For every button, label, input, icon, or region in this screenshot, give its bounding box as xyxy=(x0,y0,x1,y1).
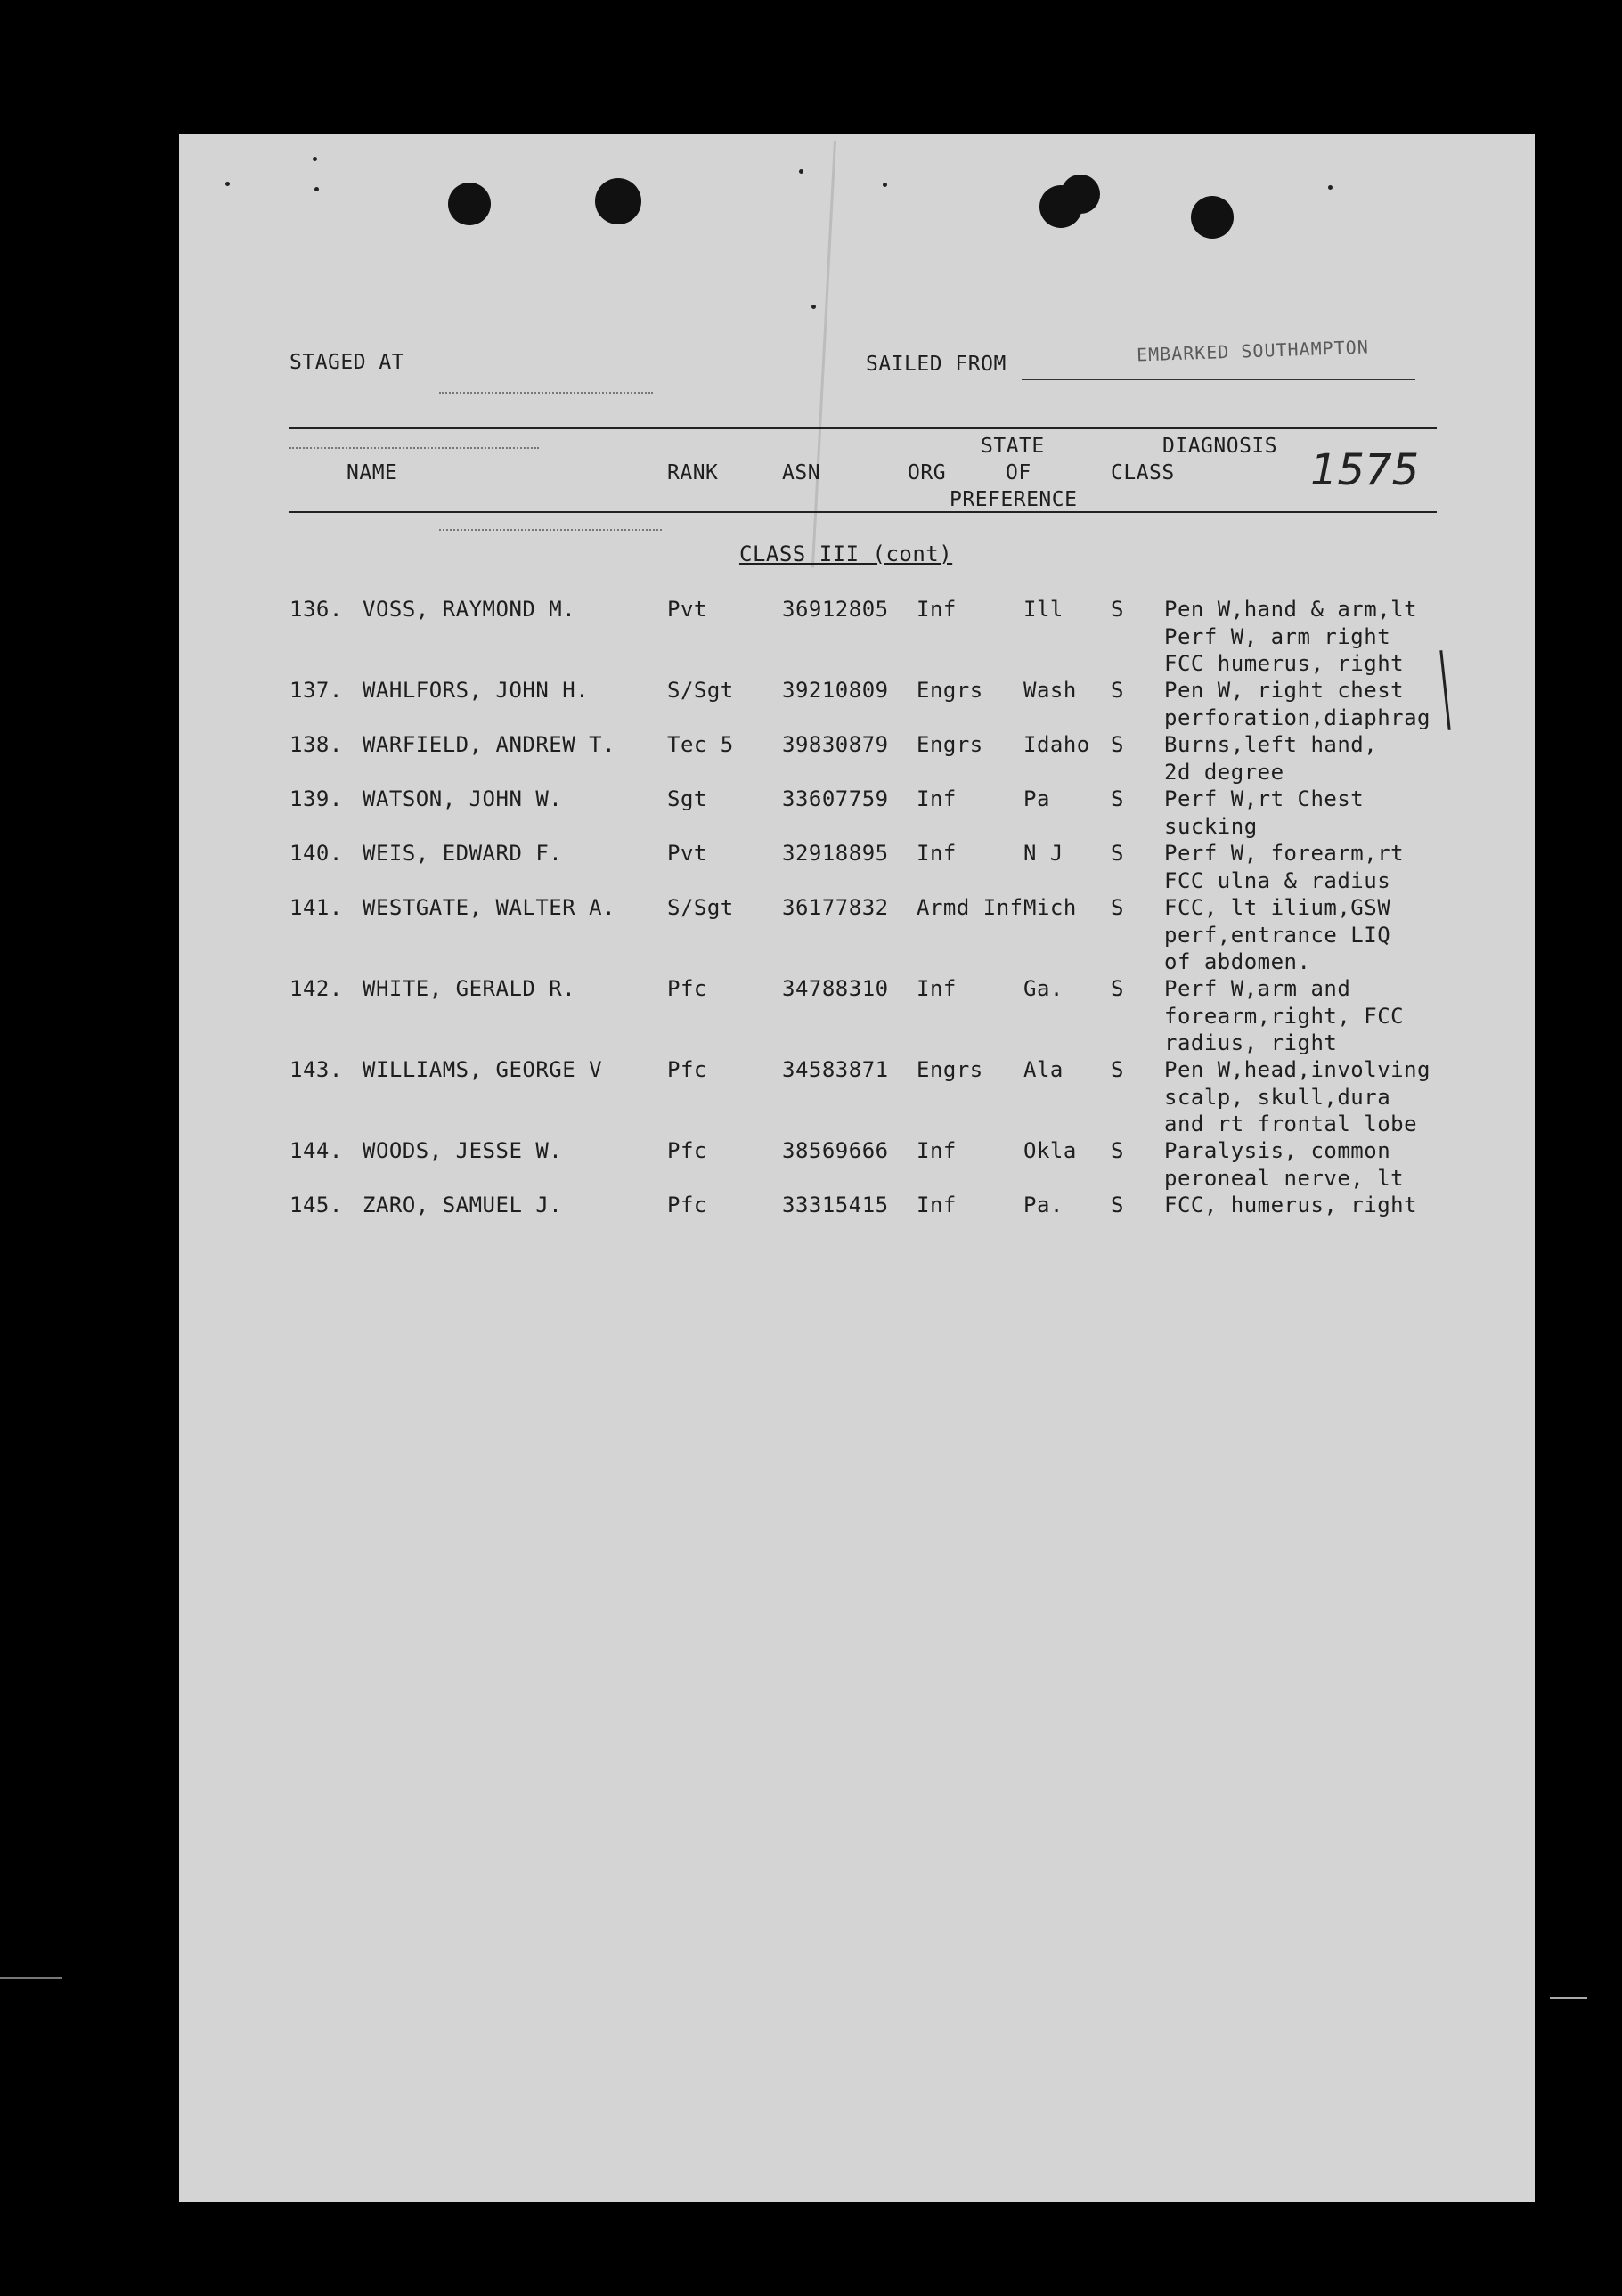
asn-cell: 33607759 xyxy=(782,786,889,811)
col-name: NAME xyxy=(346,461,398,484)
class-cell: S xyxy=(1111,841,1124,866)
patient-name: WILLIAMS, GEORGE V xyxy=(363,1057,603,1082)
state-cell: Ill xyxy=(1023,597,1064,622)
patient-name: WARFIELD, ANDREW T. xyxy=(363,732,616,757)
state-cell: N J xyxy=(1023,841,1064,866)
diagnosis-line: Pen W,hand & arm,lt xyxy=(1164,597,1418,622)
row-number: 141. xyxy=(289,895,343,920)
patient-name: WAHLFORS, JOHN H. xyxy=(363,678,590,703)
patient-name: WHITE, GERALD R. xyxy=(363,976,576,1001)
class-cell: S xyxy=(1111,1193,1124,1217)
patient-name: WESTGATE, WALTER A. xyxy=(363,895,616,920)
speck xyxy=(799,169,803,174)
asn-cell: 32918895 xyxy=(782,841,889,866)
col-rank: RANK xyxy=(667,461,719,484)
patient-name: WEIS, EDWARD F. xyxy=(363,841,563,866)
asn-cell: 34583871 xyxy=(782,1057,889,1082)
org-cell: Engrs xyxy=(917,732,983,757)
diagnosis-line: 2d degree xyxy=(1164,759,1284,785)
row-number: 136. xyxy=(289,597,343,622)
org-cell: Inf xyxy=(917,976,957,1001)
diagnosis-line: forearm,right, FCC xyxy=(1164,1003,1405,1029)
row-number: 139. xyxy=(289,786,343,811)
org-cell: Inf xyxy=(917,841,957,866)
rank-cell: S/Sgt xyxy=(667,678,734,703)
row-number: 142. xyxy=(289,976,343,1001)
row-number: 137. xyxy=(289,678,343,703)
speck xyxy=(883,183,887,187)
row-number: 144. xyxy=(289,1138,343,1163)
diagnosis-line: FCC ulna & radius xyxy=(1164,867,1391,893)
diagnosis-line: of abdomen. xyxy=(1164,949,1311,974)
org-cell: Inf xyxy=(917,1193,957,1217)
class-cell: S xyxy=(1111,597,1124,622)
rank-cell: Sgt xyxy=(667,786,707,811)
class-cell: S xyxy=(1111,786,1124,811)
asn-cell: 34788310 xyxy=(782,976,889,1001)
diagnosis-line: Pen W, right chest xyxy=(1164,678,1405,703)
class-cell: S xyxy=(1111,678,1124,703)
asn-cell: 38569666 xyxy=(782,1138,889,1163)
dotted-line xyxy=(289,447,539,449)
speck xyxy=(1328,185,1333,190)
section-title: CLASS III (cont) xyxy=(739,541,953,566)
sailed-from-label: SAILED FROM xyxy=(866,353,1007,376)
class-cell: S xyxy=(1111,976,1124,1001)
diagnosis-line: scalp, skull,dura xyxy=(1164,1084,1391,1110)
class-cell: S xyxy=(1111,1138,1124,1163)
document-page xyxy=(179,134,1535,2202)
diagnosis-line: sucking xyxy=(1164,813,1258,839)
diagnosis-line: Burns,left hand, xyxy=(1164,732,1378,757)
org-cell: Inf xyxy=(917,1138,957,1163)
asn-cell: 36177832 xyxy=(782,895,889,920)
row-number: 143. xyxy=(289,1057,343,1082)
diagnosis-line: and rt frontal lobe xyxy=(1164,1111,1418,1136)
class-cell: S xyxy=(1111,732,1124,757)
col-org: ORG xyxy=(908,461,947,484)
speck xyxy=(314,187,319,191)
state-cell: Pa. xyxy=(1023,1193,1064,1217)
class-cell: S xyxy=(1111,1057,1124,1082)
staged-at-label: STAGED AT xyxy=(289,351,405,374)
state-cell: Okla xyxy=(1023,1138,1077,1163)
diagnosis-line: Paralysis, common xyxy=(1164,1138,1391,1163)
rank-cell: S/Sgt xyxy=(667,895,734,920)
diagnosis-line: Pen W,head,involving xyxy=(1164,1057,1430,1082)
asn-cell: 39830879 xyxy=(782,732,889,757)
handwritten-bracket-mark xyxy=(1439,650,1450,730)
dotted-line xyxy=(439,529,662,531)
col-state-2: OF xyxy=(1006,461,1031,484)
asn-cell: 39210809 xyxy=(782,678,889,703)
sailed-from-line xyxy=(1022,379,1415,380)
rank-cell: Pvt xyxy=(667,597,707,622)
speck xyxy=(225,182,230,186)
rank-cell: Tec 5 xyxy=(667,732,734,757)
patient-name: ZARO, SAMUEL J. xyxy=(363,1193,563,1217)
diagnosis-line: radius, right xyxy=(1164,1030,1338,1055)
diagnosis-line: FCC humerus, right xyxy=(1164,651,1405,676)
state-cell: Ala xyxy=(1023,1057,1064,1082)
diagnosis-line: perf,entrance LIQ xyxy=(1164,922,1391,948)
row-number: 145. xyxy=(289,1193,343,1217)
punch-hole xyxy=(448,183,491,225)
asn-cell: 33315415 xyxy=(782,1193,889,1217)
row-number: 140. xyxy=(289,841,343,866)
state-cell: Idaho xyxy=(1023,732,1090,757)
paper-crease xyxy=(811,141,836,567)
org-cell: Engrs xyxy=(917,1057,983,1082)
punch-hole xyxy=(595,178,641,224)
rank-cell: Pfc xyxy=(667,1138,707,1163)
sailed-from-stamp: EMBARKED SOUTHAMPTON xyxy=(1136,336,1370,366)
col-state-1: STATE xyxy=(981,435,1045,458)
rank-cell: Pvt xyxy=(667,841,707,866)
class-cell: S xyxy=(1111,895,1124,920)
diagnosis-line: FCC, humerus, right xyxy=(1164,1193,1418,1217)
asn-cell: 36912805 xyxy=(782,597,889,622)
diagnosis-line: Perf W,rt Chest xyxy=(1164,786,1365,811)
row-number: 138. xyxy=(289,732,343,757)
org-cell: Armd Inf xyxy=(917,895,1023,920)
speck xyxy=(313,157,317,161)
org-cell: Engrs xyxy=(917,678,983,703)
rank-cell: Pfc xyxy=(667,976,707,1001)
header-top-rule xyxy=(289,427,1437,429)
col-state-3: PREFERENCE xyxy=(950,488,1078,511)
punch-hole xyxy=(1061,175,1100,214)
film-edge-mark xyxy=(0,1977,62,1979)
punch-hole xyxy=(1191,196,1234,239)
diagnosis-line: perforation,diaphrag xyxy=(1164,704,1430,730)
col-asn: ASN xyxy=(782,461,821,484)
page-number: 1575 xyxy=(1310,445,1420,495)
speck xyxy=(811,305,816,309)
patient-name: WATSON, JOHN W. xyxy=(363,786,563,811)
diagnosis-line: Perf W, arm right xyxy=(1164,623,1391,649)
col-diagnosis: DIAGNOSIS xyxy=(1162,435,1278,458)
state-cell: Mich xyxy=(1023,895,1077,920)
header-bottom-rule xyxy=(289,511,1437,513)
rank-cell: Pfc xyxy=(667,1193,707,1217)
film-edge-mark xyxy=(1550,1997,1587,1999)
state-cell: Pa xyxy=(1023,786,1050,811)
diagnosis-line: Perf W, forearm,rt xyxy=(1164,841,1405,866)
col-class: CLASS xyxy=(1111,461,1175,484)
org-cell: Inf xyxy=(917,597,957,622)
rank-cell: Pfc xyxy=(667,1057,707,1082)
state-cell: Wash xyxy=(1023,678,1077,703)
diagnosis-line: FCC, lt ilium,GSW xyxy=(1164,895,1391,920)
diagnosis-line: Perf W,arm and xyxy=(1164,976,1351,1001)
state-cell: Ga. xyxy=(1023,976,1064,1001)
patient-name: VOSS, RAYMOND M. xyxy=(363,597,576,622)
diagnosis-line: peroneal nerve, lt xyxy=(1164,1165,1405,1191)
dotted-line xyxy=(439,392,653,394)
org-cell: Inf xyxy=(917,786,957,811)
patient-name: WOODS, JESSE W. xyxy=(363,1138,563,1163)
